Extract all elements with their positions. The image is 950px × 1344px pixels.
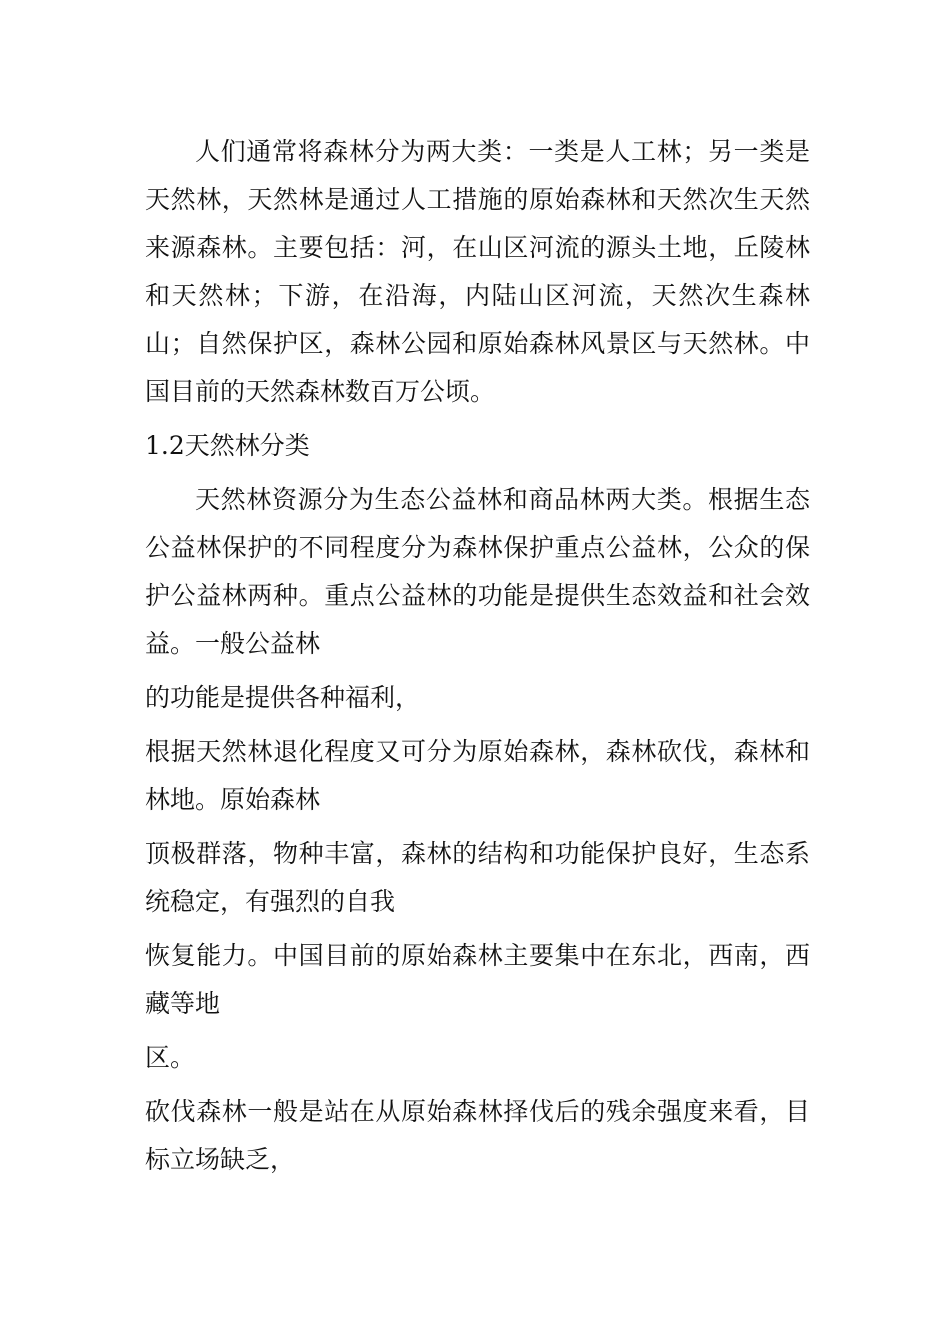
paragraph-natural-forest-classification: 天然林资源分为生态公益林和商品林两大类。根据生态公益林保护的不同程度分为森林保护重点公益林，公众的保护公益林两种。重点公益林的功能是提供生态效益和社会效益。一般公益林 [145,485,810,658]
paragraph-line-logged-forest: 砍伐森林一般是站在从原始森林择伐后的残余强度来看，目标立场缺乏， [145,1097,810,1174]
paragraph-forest-types: 人们通常将森林分为两大类：一类是人工林；另一类是天然林，天然林是通过人工措施的原始森林和天然次生天然来源森林。主要包括：河，在山区河流的源头土地，丘陵林和天然林；下游，在沿海，内陆山区河流，天然次生森林山；自然保护区，森林公园和原始森林风景区与天然林。中国目前的天然森林数百万公顷。 [145,137,810,406]
document-page [145,128,810,1184]
paragraph-line-region: 区。 [145,1043,196,1072]
paragraph-line-recovery: 恢复能力。中国目前的原始森林主要集中在东北，西南，西藏等地 [145,941,810,1018]
paragraph-line-welfare: 的功能是提供各种福利， [145,683,421,712]
paragraph-line-degradation: 根据天然林退化程度又可分为原始森林，森林砍伐，森林和林地。原始森林 [145,737,810,814]
section-heading: 1.2天然林分类 [145,431,310,460]
paragraph-line-climax-community: 顶极群落，物种丰富，森林的结构和功能保护良好，生态系统稳定，有强烈的自我 [145,839,810,916]
